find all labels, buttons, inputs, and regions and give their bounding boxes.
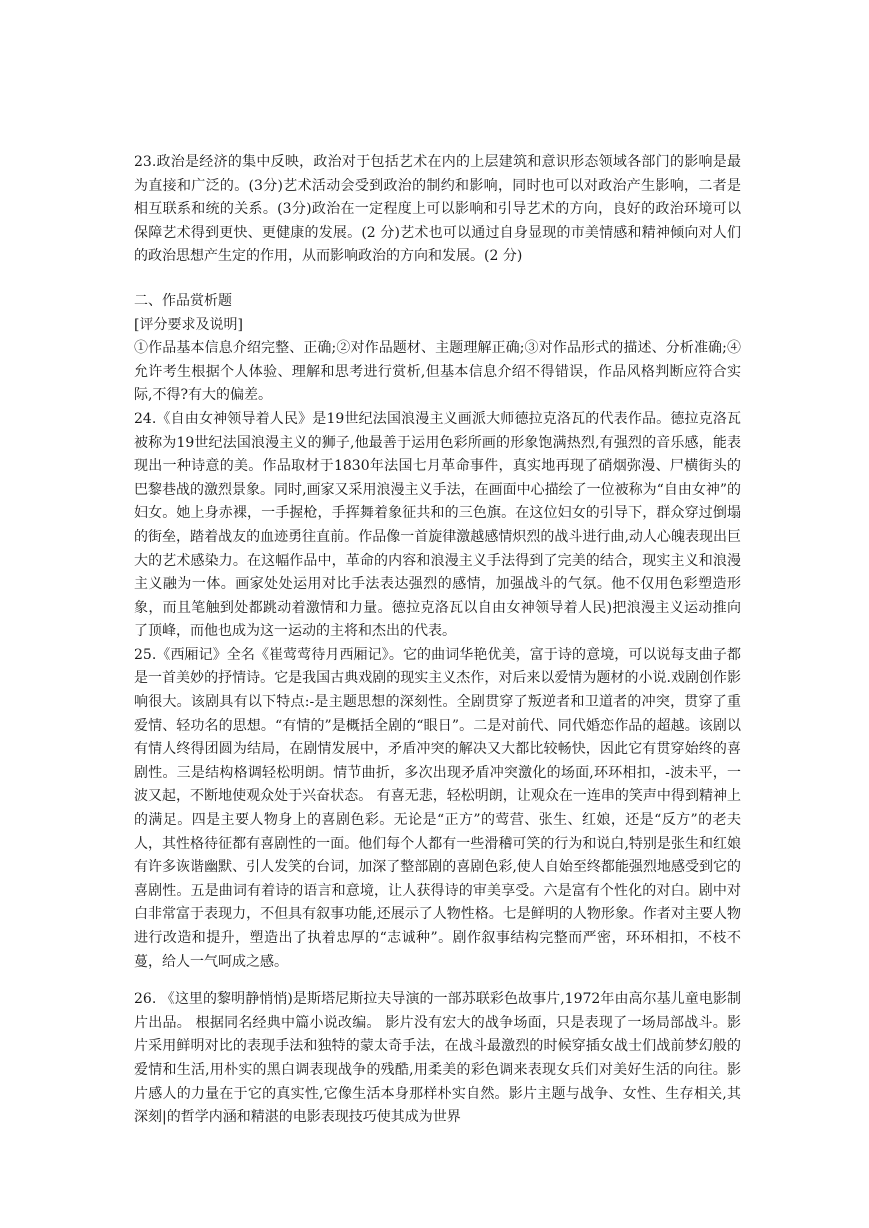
- answer-25: 25.《西厢记》全名《崔莺莺待月西厢记》。它的曲词华艳优美，富于诗的意境，可以说每支曲子都是一首美妙的抒情诗。它是我国古典戏剧的现实主义杰作，对后来以爱情为题材的小说.戏剧创作影响很大。该剧具有以下特点:-是主题思想的深刻性。全剧贯穿了叛逆者和卫道者的冲突，贯穿了重爱情、轻功名的思想。“有情的”是概括全剧的“眼日”。二是对前代、同代婚恋作品的超越。该剧以有情人终得团圆为结局，在剧情发展中，矛盾冲突的解决又大都比较畅快，因此它有贯穿始终的喜剧性。三是结构格调轻松明朗。情节曲折，多次出现矛盾冲突激化的场面,环环相扣，-波未平，一波又起，不断地使观众处于兴奋状态。 有喜无悲，轻松明朗，让观众在一连串的笑声中得到精神上的满足。四是主要人物身上的喜剧色彩。无论是“正方”的莺营、张生、红娘，还是“反方”的老夫人，其性格待征都有喜剧性的一面。他们每个人都有一些滑稽可笑的行为和说白,特别是张生和红娘有许多诙谐幽默、引人发笑的台词，加深了整部剧的喜剧色彩,使人自始至终都能强烈地感受到它的喜剧性。五是曲词有着诗的语言和意境，让人获得诗的审美享受。六是富有个性化的对白。剧中对白非常富于表现力，不但具有叙事功能,还展示了人物性格。七是鲜明的人物形象。作者对主要人物进行改造和提升，塑造出了执着忠厚的“志诚种”。剧作叙事结构完整而严密，环环相扣，不枝不蔓，给人一气呵成之感。: [134, 646, 741, 970]
- section-heading: 二、作品赏析题: [134, 292, 232, 309]
- scoring-criteria: ①作品基本信息介绍完整、正确;②对作品题材、主题理解正确;③对作品形式的描述、分析准确;④允许考生根据个人体验、理解和思考进行赏析,但基本信息介绍不得错误，作品风格判断应符合实际,不得?有大的偏差。: [134, 340, 741, 404]
- answer-24: 24.《自由女神领导着人民》是19世纪法国浪漫主义画派大师德拉克洛瓦的代表作品。德拉克洛瓦被称为19世纪法国浪漫主义的狮子,他最善于运用色彩所画的形象饱满热烈,有强烈的音乐感，能表现出一种诗意的美。作品取材于1830年法国七月革命事件，真实地再现了硝烟弥漫、尸横街头的巴黎巷战的激烈景象。同时,画家又采用浪漫主义手法，在画面中心描绘了一位被称为“自由女神”的妇女。她上身赤裸，一手握枪，手挥舞着象征共和的三色旗。在这位妇女的引导下，群众穿过倒塌的街垒，踏着战友的血迹勇往直前。作品像一首旋律激越感情炽烈的战斗进行曲,动人心魄表现出巨大的艺术感染力。在这幅作品中，革命的内容和浪漫主义手法得到了完美的结合，现实主义和浪漫主义融为一体。画家处处运用对比手法表达强烈的感情，加强战斗的气氛。他不仅用色彩塑造形象，而且笔触到处都跳动着激情和力量。德拉克洛瓦以自由女神领导着人民)把浪漫主义运动推向了顶峰，而他也成为这一运动的主将和杰出的代表。: [134, 410, 741, 640]
- scoring-subheading: [评分要求及说明]: [134, 316, 243, 333]
- answer-23: 23.政治是经济的集中反映，政治对于包括艺术在内的上层建筑和意识形态领域各部门的影响是最为直接和广泛的。(3分)艺术活动会受到政治的制约和影响，同时也可以对政治产生影响，二者是相互联系和统的关系。(3分)政治在一定程度上可以影响和引导艺术的方向，良好的政治环境可以保障艺术得到更快、更健康的发展。(2 分)艺术也可以通过自身显现的市美情感和精神倾向对人们的政治思想产生定的作用，从而影响政治的方向和发展。(2 分): [134, 154, 741, 265]
- answer-26: 26. 《这里的黎明静悄悄)是斯塔尼斯拉夫导演的一部苏联彩色故事片,1972年由高尔基儿童电影制片出品。 根据同名经典中篇小说改编。 影片没有宏大的战争场面，只是表现了一场局部战斗。影片采用鲜明对比的表现手法和独特的蒙太奇手法，在战斗最激烈的时候穿插女战士们战前梦幻般的爱情和生活,用朴实的黑白调表现战争的残酷,用柔美的彩色调来表现女兵们对美好生活的向往。影片感人的力量在于它的真实性,它像生活本身那样朴实自然。影片主题与战争、女性、生存相关,其深刻|的哲学内涵和精湛的电影表现技巧使其成为世界: [134, 991, 741, 1126]
